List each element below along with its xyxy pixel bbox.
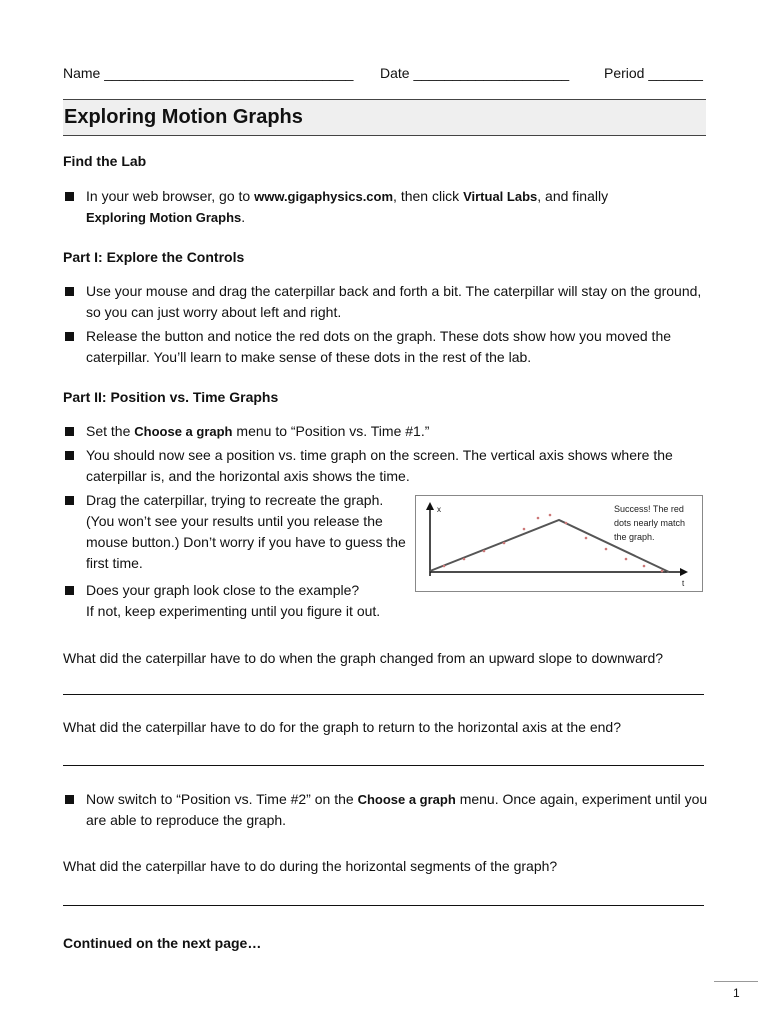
footer-rule (714, 981, 758, 982)
choose-graph-label: Choose a graph (134, 424, 233, 439)
red-dot (661, 570, 664, 573)
date-field: Date ____________________ (380, 65, 570, 81)
red-dot (565, 522, 568, 525)
success-message: Success! The red dots nearly match the graph. (614, 504, 686, 542)
red-dot (605, 548, 608, 551)
red-dot (537, 517, 540, 520)
red-dot (443, 565, 446, 568)
bullet-square-icon (65, 287, 74, 296)
part1-heading: Part I: Explore the Controls (63, 249, 245, 265)
question-3: What did the caterpillar have to do during the horizontal segments of the graph? (63, 858, 558, 874)
answer-line-2[interactable] (63, 765, 704, 766)
bullet-square-icon (65, 332, 74, 341)
answer-line-1[interactable] (63, 694, 704, 695)
part2-heading: Part II: Position vs. Time Graphs (63, 389, 279, 405)
part2-bullet-4: Does your graph look close to the example? If not, keep experimenting until you figure it out. (63, 580, 463, 622)
red-dot (625, 558, 628, 561)
site-link[interactable]: www.gigaphysics.com (254, 189, 394, 204)
red-dot (643, 565, 646, 568)
find-lab-bullet: In your web browser, go to www.gigaphysics.com, then click Virtual Labs, and finally Exploring Motion Graphs. (63, 186, 708, 228)
red-dot (503, 542, 506, 545)
virtual-labs-label: Virtual Labs (463, 189, 538, 204)
red-dot (523, 528, 526, 531)
example-graph-figure (415, 495, 703, 592)
bullet-square-icon (65, 795, 74, 804)
answer-line-3[interactable] (63, 905, 704, 906)
part2b-bullet: Now switch to “Position vs. Time #2” on the Choose a graph menu. Once again, experiment until you are able to reproduce the graph. (63, 789, 708, 831)
period-field: Period _______ (604, 65, 703, 81)
part2-bullet-1: Set the Choose a graph menu to “Position vs. Time #1.” (63, 421, 708, 442)
choose-graph-label-2: Choose a graph (357, 792, 456, 807)
bullet-square-icon (65, 451, 74, 460)
part2-bullet-3: Drag the caterpillar, trying to recreate the graph. (You won’t see your results until you release the mouse button.) Don’t worry if you have to guess the first time. (63, 490, 408, 574)
bullet-square-icon (65, 427, 74, 436)
question-2: What did the caterpillar have to do for the graph to return to the horizontal axis at the end? (63, 719, 622, 735)
page-number: 1 (733, 986, 740, 1000)
part1-bullet-1: Use your mouse and drag the caterpillar back and forth a bit. The caterpillar will stay on the ground, so you can just worry about left and right. (63, 281, 708, 323)
y-axis-arrow-icon (426, 502, 434, 510)
x-axis-arrow-icon (680, 568, 688, 576)
bullet-square-icon (65, 496, 74, 505)
bullet-square-icon (65, 586, 74, 595)
page-title: Exploring Motion Graphs (64, 106, 303, 128)
title-bar (63, 99, 706, 136)
x-axis-label: t (682, 579, 685, 588)
find-lab-heading: Find the Lab (63, 153, 147, 169)
part2-bullet-2: You should now see a position vs. time graph on the screen. The vertical axis shows where the caterpillar is, and the horizontal axis shows the time. (63, 445, 708, 487)
y-axis-label: x (437, 505, 441, 514)
lab-name-label: Exploring Motion Graphs (86, 210, 242, 225)
header-fields (63, 65, 706, 85)
part1-bullet-2: Release the button and notice the red dots on the graph. These dots show how you moved the caterpillar. You’ll learn to make sense of these dots in the rest of the lab. (63, 326, 708, 368)
red-dot (463, 558, 466, 561)
red-dot (483, 550, 486, 553)
red-dot (585, 537, 588, 540)
continued-note: Continued on the next page… (63, 935, 262, 951)
red-dot (549, 514, 552, 517)
question-1: What did the caterpillar have to do when the graph changed from an upward slope to downward? (63, 650, 664, 666)
name-field: Name ________________________________ (63, 65, 354, 81)
bullet-square-icon (65, 192, 74, 201)
